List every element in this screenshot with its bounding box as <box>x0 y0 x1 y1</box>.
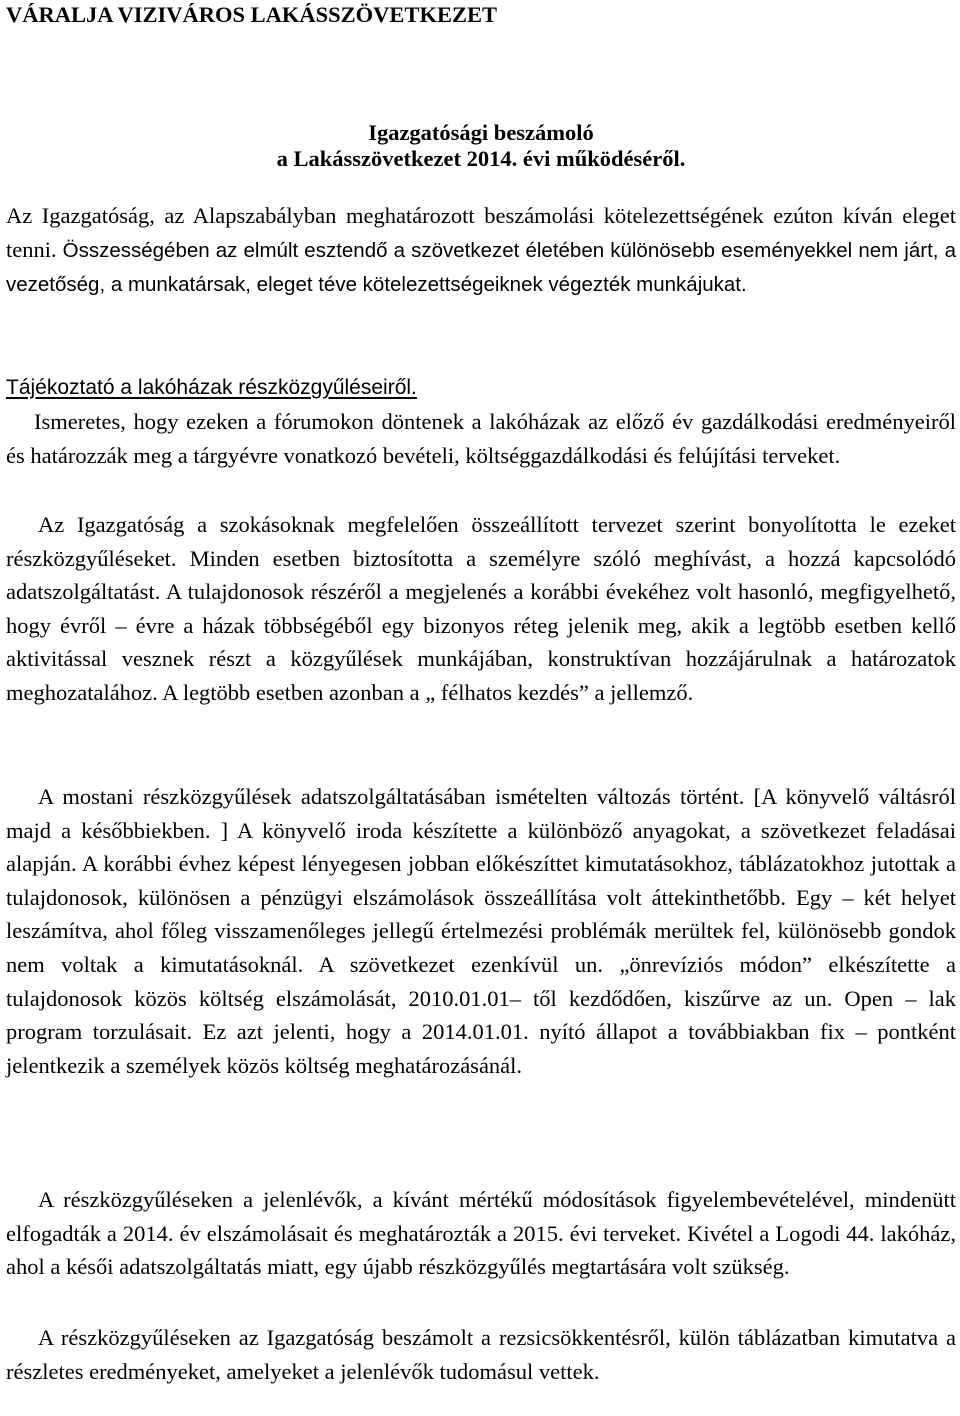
intro-paragraph <box>6 199 956 302</box>
paragraph-partial-meetings: Az Igazgatóság a szokásoknak megfelelően összeállított tervezet szerint bonyolította le ezeket részközgyűléseket. Minden esetben biztosította a személyre szóló meghívást, a hozzá kapcsolódó adatszolgáltatást. A tulajdonosok részéről a megjelenés a korábbi évekéhez volt hasonló, megfigyelhető, hogy évről – évre a házak többségéből egy bizonyos réteg jelenik meg, akik a legtöbb esetben kellő aktivitással vesznek részt a közgyűlések munkájában, konstruktívan hozzájárulnak a határozatok meghozatalához. A legtöbb esetben azonban a „ félhatos kezdés” a jellemző. <box>6 512 956 705</box>
paragraph-approval: A részközgyűléseken a jelenlévők, a kívánt mértékű módosítások figyelembevételével, mindenütt elfogadták a 2014. év elszámolásait és meghatározták a 2015. évi terveket. Kivétel a Logodi 44. lakóház, ahol a késői adatszolgáltatás miatt, egy újabb részközgyűlés megtartására volt szükség. <box>6 1187 956 1280</box>
paragraph-forums: Ismeretes, hogy ezeken a fórumokon döntenek a lakóházak az előző év gazdálkodási eredményeiről és határozzák meg a tárgyévre vonatkozó bevételi, költséggazdálkodási és felújítási terveket. <box>6 409 956 468</box>
report-subtitle: a Lakásszövetkezet 2014. évi működéséről. <box>276 146 686 171</box>
paragraph-data-provision: A mostani részközgyűlések adatszolgáltatásában ismételten változás történt. [A könyvelő váltásról majd a későbbiekben. ] A könyvelő iroda készítette a különböző anyagokat, a szövetkezet feladásai alapján. A korábbi évhez képest lényegesen jobban előkészíttet kimutatásokhoz, táblázatokhoz jutottak a tulajdonosok, különösen a pénzügyi elszámolások összeállítása volt áttekinthetőbb. Egy – két helyet leszámítva, ahol főleg visszamenőleges jellegű értelmezési problémák merültek fel, különösebb gondok nem voltak a kimutatásoknál. A szövetkezet ezenkívül un. „önrevíziós módon” elkészítette a tulajdonosok közös költség elszámolását, 2010.01.01– től kezdődően, kiszűrve az un. Open – lak program torzulásait. Ez azt jelenti, hogy a 2014.01.01. nyító állapot a továbbiakban fix – pontként jelentkezik a személyek közös költség meghatározásánál. <box>6 784 956 1078</box>
organization-name: VÁRALJA VIZIVÁROS LAKÁSSZÖVETKEZET <box>6 2 497 27</box>
section-title-text: Tájékoztató a lakóházak részközgyűléseiről. <box>6 376 417 399</box>
intro-paragraph-serif-part: Az Igazgatóság, az Alapszabályban meghatározott beszámolási kötelezettségének ezúton kíván eleget tenni. <box>6 203 956 262</box>
report-title: Igazgatósági beszámoló <box>368 120 594 145</box>
paragraph-utility-reduction: A részközgyűléseken az Igazgatóság beszámolt a rezsicsökkentésről, külön táblázatban kimutatva a részletes eredményeket, amelyeket a jelenlévők tudomásul vettek. <box>6 1325 956 1384</box>
intro-paragraph-sans-part: Összességében az elmúlt esztendő a szövetkezet életében különösebb eseményekkel nem járt, a vezetőség, a munkatársak, eleget téve kötelezettségeiknek végezték munkájukat. <box>6 238 956 297</box>
section-title <box>6 375 417 401</box>
